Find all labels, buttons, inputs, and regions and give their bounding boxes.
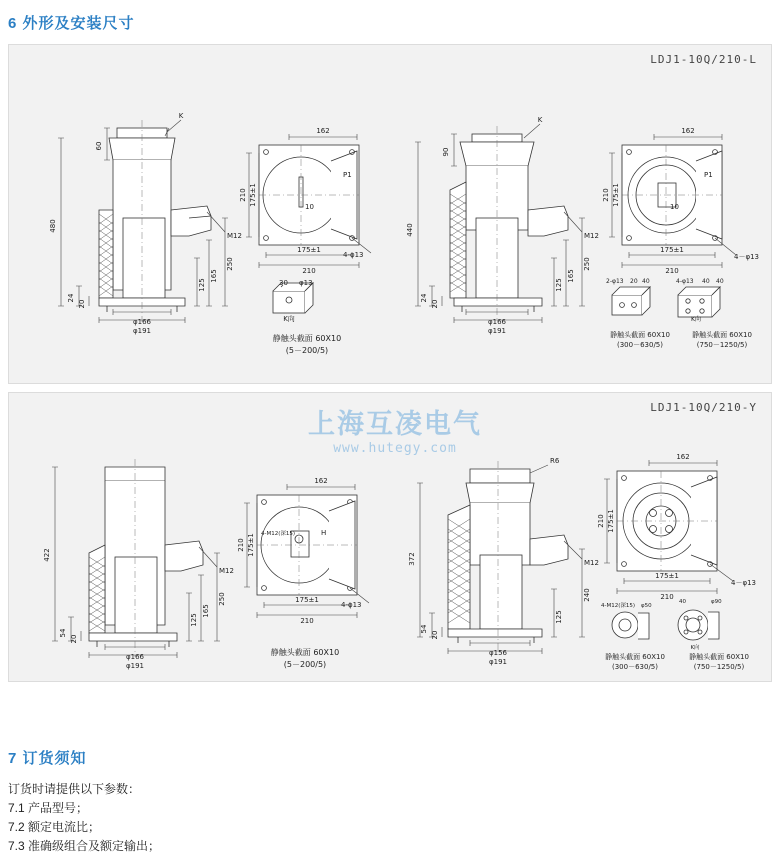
figure-front-view-422 [31,445,234,670]
watermark-url: www.hutegy.com [333,441,457,456]
svg-text:静触头截面 60X10: 静触头截面 60X10 [605,653,665,661]
svg-text:210: 210 [239,188,247,202]
svg-text:φ13: φ13 [299,279,313,287]
svg-text:R6: R6 [550,457,560,465]
svg-text:162: 162 [676,453,690,461]
svg-text:30: 30 [279,279,288,287]
section-6-heading [8,12,135,33]
svg-text:54: 54 [59,628,67,638]
svg-text:54: 54 [420,624,428,634]
svg-text:静触头截面 60X10: 静触头截面 60X10 [610,331,670,339]
svg-text:175±1: 175±1 [249,183,257,207]
svg-text:20: 20 [70,634,78,644]
section-7-number: 7 [8,750,18,767]
svg-text:静触头截面 60X10: 静触头截面 60X10 [272,334,342,343]
svg-text:10: 10 [305,203,314,211]
svg-text:40: 40 [716,278,724,285]
svg-text:175±1: 175±1 [297,246,321,254]
svg-text:40: 40 [679,599,686,605]
svg-text:40: 40 [702,278,710,285]
svg-text:240: 240 [583,588,591,602]
svg-text:4-φ13: 4-φ13 [343,251,364,259]
svg-text:20: 20 [78,299,86,309]
panel-code-L: LDJ1-10Q/210-L [650,53,757,66]
svg-text:M12: M12 [584,232,599,240]
svg-text:φ191: φ191 [488,327,506,335]
section-7-heading [8,747,87,768]
svg-text:(750－1250/5): (750－1250/5) [696,341,748,349]
svg-text:φ191: φ191 [489,658,507,666]
svg-text:480: 480 [49,219,57,233]
svg-text:4-M12(深15): 4-M12(深15) [601,603,636,609]
svg-text:24: 24 [67,293,75,303]
svg-text:φ166: φ166 [126,653,144,661]
drawing-panel-L [8,44,772,384]
svg-text:(5－200/5): (5－200/5) [283,660,327,669]
section-6-number: 6 [8,15,18,32]
panel-code-Y: LDJ1-10Q/210-Y [650,401,757,414]
svg-text:φ191: φ191 [133,327,151,335]
svg-text:20: 20 [630,278,638,285]
svg-text:175±1: 175±1 [295,596,319,604]
order-item-3: 7.3 准确级组合及额定输出； [8,839,161,853]
svg-text:125: 125 [198,278,206,292]
svg-text:φ191: φ191 [126,662,144,670]
svg-text:250: 250 [218,592,226,606]
svg-text:静触头截面 60X10: 静触头截面 60X10 [270,648,340,657]
svg-text:(5－200/5): (5－200/5) [285,346,329,355]
section-6-title: 外形及安装尺寸 [22,15,135,32]
svg-text:P1: P1 [343,171,352,179]
figure-front-view-480 [39,90,242,335]
svg-text:175±1: 175±1 [247,533,255,557]
svg-text:φ166: φ166 [133,318,151,326]
figure-front-view-440 [394,90,599,335]
svg-text:125: 125 [555,610,563,624]
svg-text:162: 162 [681,127,695,135]
svg-text:(300－630/5): (300－630/5) [612,663,658,671]
svg-text:M12: M12 [227,232,242,240]
svg-text:250: 250 [583,257,591,271]
svg-text:90: 90 [442,147,450,157]
svg-text:20: 20 [431,630,439,640]
svg-text:60: 60 [95,141,103,151]
svg-text:20: 20 [431,299,439,309]
svg-text:φ50: φ50 [641,603,652,609]
svg-text:K向: K向 [690,645,700,651]
svg-text:4-φ13: 4-φ13 [676,278,694,285]
svg-text:175±1: 175±1 [655,572,679,580]
svg-text:125: 125 [555,278,563,292]
svg-text:P1: P1 [704,171,713,179]
svg-text:372: 372 [408,552,416,566]
svg-text:4－φ13: 4－φ13 [731,579,756,587]
watermark-company: 上海互凌电气 [308,409,482,440]
svg-text:K: K [178,112,184,120]
figure-plate-view-210-right-y [597,445,764,671]
svg-text:K向: K向 [691,316,701,323]
svg-text:210: 210 [660,593,674,601]
svg-text:440: 440 [406,223,414,237]
svg-text:175±1: 175±1 [660,246,684,254]
svg-text:静触头截面 60X10: 静触头截面 60X10 [692,331,752,339]
svg-text:210: 210 [237,538,245,552]
svg-text:175±1: 175±1 [612,183,620,207]
figure-plate-view-210-left-y [237,463,377,673]
svg-text:φ166: φ166 [488,318,506,326]
drawing-panel-Y [8,392,772,682]
svg-text:2-φ13: 2-φ13 [606,278,624,285]
svg-text:24: 24 [420,293,428,303]
svg-text:4-φ13: 4-φ13 [341,601,362,609]
svg-text:4-M12(深15): 4-M12(深15) [261,531,296,537]
svg-text:250: 250 [226,257,234,271]
figure-plate-view-210-left [239,105,379,355]
svg-text:165: 165 [202,604,210,618]
svg-text:210: 210 [302,267,316,275]
order-item-1: 7.1 产品型号； [8,801,89,815]
svg-text:210: 210 [597,514,605,528]
order-instructions [8,780,708,856]
svg-text:M12: M12 [584,559,599,567]
svg-text:φ156: φ156 [489,649,507,657]
svg-text:K向: K向 [283,315,295,323]
svg-text:H: H [321,529,327,537]
svg-text:静触头截面 60X10: 静触头截面 60X10 [689,653,749,661]
svg-text:210: 210 [602,188,610,202]
svg-text:K: K [537,116,543,124]
svg-text:φ90: φ90 [711,599,722,605]
svg-text:10: 10 [670,203,679,211]
figure-front-view-372 [394,439,599,666]
svg-text:4－φ13: 4－φ13 [734,253,759,261]
section-7-title: 订货须知 [22,750,87,767]
svg-text:M12: M12 [219,567,234,575]
svg-text:165: 165 [210,269,218,283]
svg-text:210: 210 [300,617,314,625]
svg-text:162: 162 [316,127,330,135]
svg-text:210: 210 [665,267,679,275]
svg-text:175±1: 175±1 [607,509,615,533]
svg-text:125: 125 [190,613,198,627]
svg-text:422: 422 [43,548,51,562]
figure-plate-view-210-right [604,105,764,355]
svg-text:165: 165 [567,269,575,283]
svg-text:(300－630/5): (300－630/5) [617,341,663,349]
order-item-2: 7.2 额定电流比； [8,820,101,834]
order-intro: 订货时请提供以下参数： [8,782,141,796]
svg-text:(750－1250/5): (750－1250/5) [693,663,745,671]
svg-text:162: 162 [314,477,328,485]
svg-text:40: 40 [642,278,650,285]
